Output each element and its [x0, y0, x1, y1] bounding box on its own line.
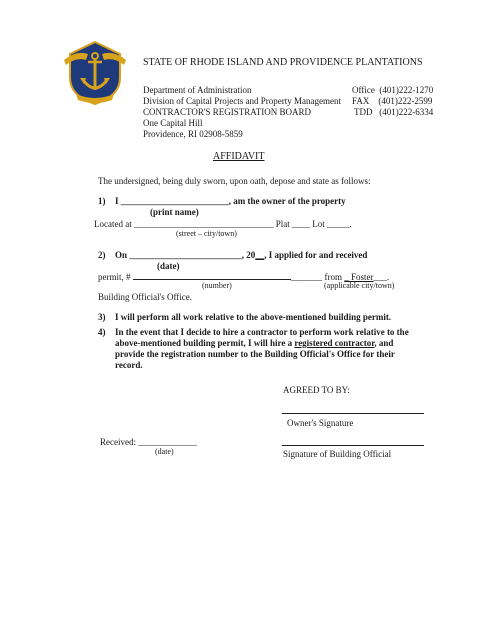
board-line: CONTRACTOR'S REGISTRATION BOARD [143, 107, 311, 117]
item-3-text: I will perform all work relative to the above-mentioned building permit. [115, 312, 392, 322]
item-2-text: On _________________________, 20__, I applied for and received [115, 250, 368, 260]
print-name-caption: (print name) [150, 207, 199, 217]
address-line-2: Providence, RI 02908-5859 [143, 129, 243, 139]
item-4-line-2: above-mentioned building permit, I will hire a registered contractor, and [115, 338, 394, 348]
item-4-line-3: provide the registration number to the Building Official's Office for their [115, 349, 395, 359]
fax-number: FAX (401)222-2599 [352, 96, 433, 106]
item-4-number: 4) [98, 327, 106, 337]
intro-text: The undersigned, being duly sworn, upon oath, depose and state as follows: [98, 176, 371, 186]
item-3-number: 3) [98, 312, 106, 322]
office-phone: Office (401)222-1270 [352, 85, 434, 95]
item-4-line-1: In the event that I decide to hire a contractor to perform work relative to the [115, 327, 409, 337]
received-line: Received: _____________ [100, 437, 197, 447]
department-line: Department of Administration [143, 85, 252, 95]
street-caption: (street – city/town) [176, 229, 237, 238]
division-line: Division of Capital Projects and Property Management [143, 96, 341, 106]
document-title: AFFIDAVIT [213, 151, 265, 162]
received-date-caption: (date) [155, 447, 174, 456]
permit-line: permit, # _______ from _ Foster___. [98, 272, 390, 282]
official-signature-line [282, 445, 424, 446]
item-1-text: I ________________________, am the owner of the property [115, 196, 346, 206]
official-signature-label: Signature of Building Official [283, 449, 392, 459]
tdd-number: TDD (401)222-6334 [354, 107, 434, 117]
number-caption: (number) [202, 281, 232, 290]
building-office-line: Building Official's Office. [98, 292, 193, 302]
owner-signature-label: Owner's Signature [287, 418, 354, 428]
item-4-line-4: record. [115, 360, 143, 370]
owner-signature-line [282, 413, 424, 414]
state-heading: STATE OF RHODE ISLAND AND PROVIDENCE PLANTATIONS [143, 57, 423, 68]
address-line-1: One Capital Hill [143, 118, 203, 128]
date-caption: (date) [157, 261, 180, 271]
item-1-number: 1) [98, 196, 106, 206]
state-seal-logo [64, 40, 126, 106]
city-caption: (applicable city/town) [324, 281, 395, 290]
agreed-heading: AGREED TO BY: [283, 385, 350, 395]
located-at-line: Located at _______________________________ Plat ____ Lot _____. [94, 219, 352, 229]
item-2-number: 2) [98, 250, 106, 260]
